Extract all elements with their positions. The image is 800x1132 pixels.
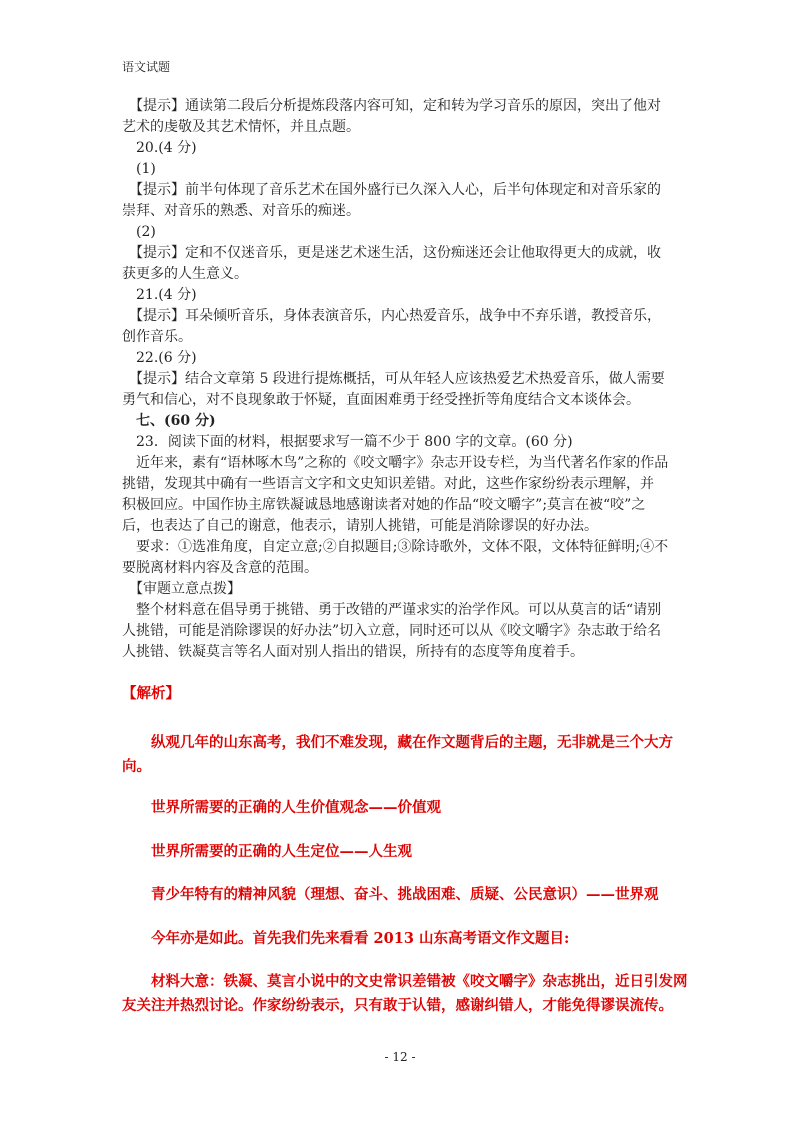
text-line: 【提示】通读第二段后分析提炼段落内容可知，定和转为学习音乐的原因，突出了他对 (122, 98, 661, 114)
text-line: 积极回应。中国作协主席铁凝诚恳地感谢读者对她的作品“咬文嚼字”;莫言在被“咬”之 (122, 497, 646, 513)
page-number: - 12 - (384, 1050, 416, 1064)
text-line: 材料大意：铁凝、莫言小说中的文史常识差错被《咬文嚼字》杂志挑出，近日引发网 (122, 973, 688, 990)
text-line: 【审题立意点拨】 (122, 581, 241, 597)
text-line: 崇拜、对音乐的熟悉、对音乐的痴迷。 (122, 203, 360, 219)
text-line: 获更多的人生意义。 (122, 266, 248, 282)
section-title: 七、(60 分) (122, 413, 216, 429)
text-line: 【提示】定和不仅迷音乐，更是迷艺术迷生活，这份痴迷还会让他取得更大的成就，收 (122, 245, 661, 261)
text-line: 22.(6 分) (122, 350, 197, 366)
text-line: 勇气和信心，对不良现象敢于怀疑，直面困难勇于经受挫折等角度结合文本谈体会。 (122, 392, 640, 408)
analysis-label: 【解析】 (122, 685, 180, 702)
text-line: 后，也表达了自己的谢意，他表示，请别人挑错，可能是消除谬误的好办法。 (122, 518, 598, 534)
text-line: 【提示】前半句体现了音乐艺术在国外盛行已久深入人心，后半句体现定和对音乐家的 (122, 182, 661, 198)
text-line: 要脱离材料内容及含意的范围。 (122, 560, 318, 576)
text-line: 【提示】耳朵倾听音乐，身体表演音乐，内心热爱音乐，战争中不弃乐谱，教授音乐， (122, 308, 661, 324)
analysis-paragraph: 今年亦是如此。首先我们先来看看 2013 山东高考语文作文题目: (122, 930, 570, 947)
text-line: 人挑错，可能是消除谬误的好办法”切入立意，同时还可以从《咬文嚼字》杂志敢于给名 (122, 623, 662, 639)
text-line: 创作音乐。 (122, 329, 192, 345)
text-line: (2) (122, 224, 156, 240)
page-header: 语文试题 (122, 60, 171, 74)
text-line: (1) (122, 161, 156, 177)
text-line: 20.(4 分) (122, 140, 197, 156)
analysis-paragraph (122, 972, 688, 1017)
analysis-paragraph: 世界所需要的正确的人生定位——人生观 (122, 843, 412, 860)
text-line: 向。 (122, 758, 151, 775)
text-line: 要求：①选准角度，自定立意;②自拟题目;③除诗歌外，文体不限，文体特征鲜明;④不 (122, 539, 669, 555)
analysis-paragraph: 世界所需要的正确的人生价值观念——价值观 (122, 799, 441, 816)
text-line: 友关注并热烈讨论。作家纷纷表示，只有敢于认错，感谢纠错人，才能免得谬误流传。 (122, 997, 673, 1014)
text-line: 艺术的虔敬及其艺术情怀，并且点题。 (122, 119, 360, 135)
answer-hints-block (122, 96, 682, 663)
analysis-paragraph: 青少年特有的精神风貌（理想、奋斗、挑战困难、质疑、公民意识）——世界观 (122, 886, 659, 903)
analysis-paragraph (122, 733, 682, 778)
text-line: 21.(4 分) (122, 287, 197, 303)
text-line: 挑错，发现其中确有一些语言文字和文史知识差错。对此，这些作家纷纷表示理解，并 (122, 476, 654, 492)
text-line: 近年来，素有“语林啄木鸟”之称的《咬文嚼字》杂志开设专栏，为当代著名作家的作品 (122, 455, 669, 471)
text-line: 【提示】结合文章第 5 段进行提炼概括，可从年轻人应该热爱艺术热爱音乐，做人需要 (122, 371, 665, 387)
text-line: 人挑错、铁凝莫言等名人面对别人指出的错误，所持有的态度等角度着手。 (122, 644, 584, 660)
text-line: 整个材料意在倡导勇于挑错、勇于改错的严谨求实的治学作风。可以从莫言的话“请别 (122, 602, 662, 618)
text-line: 23．阅读下面的材料，根据要求写一篇不少于 800 字的文章。(60 分) (122, 434, 573, 450)
text-line: 纵观几年的山东高考，我们不难发现，藏在作文题背后的主题，无非就是三个大方 (122, 734, 673, 751)
